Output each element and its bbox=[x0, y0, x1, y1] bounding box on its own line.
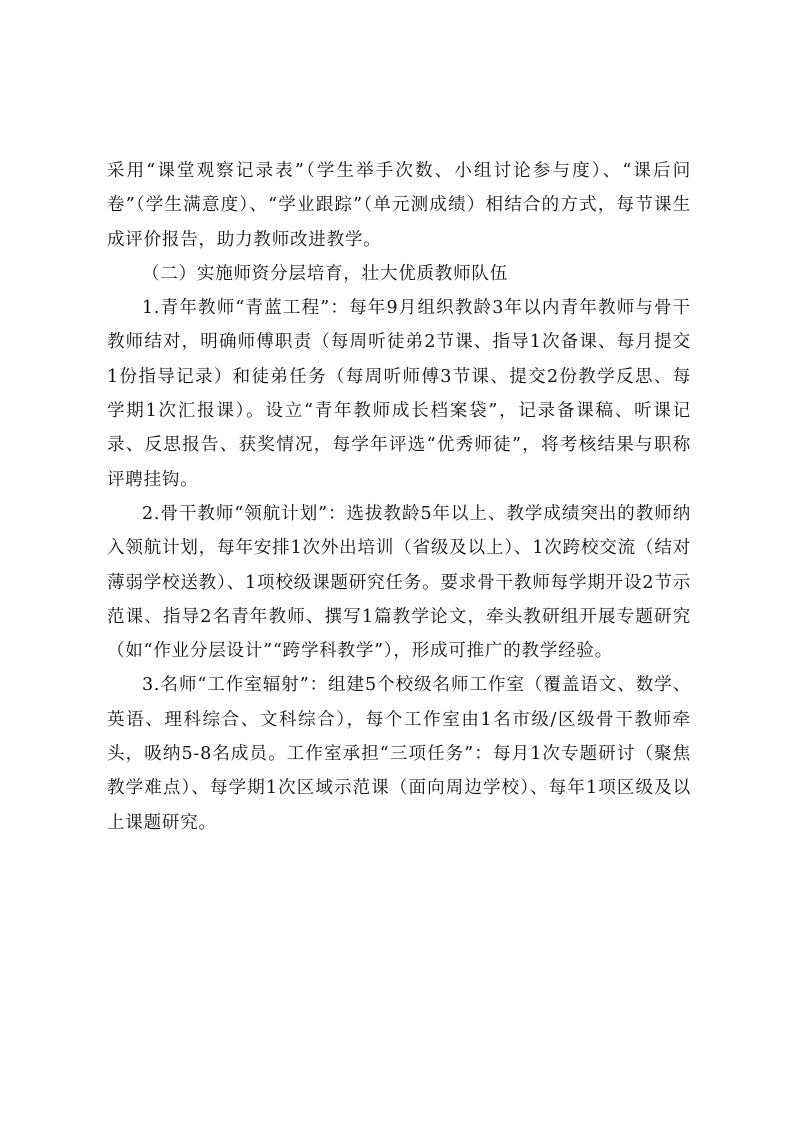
document-body bbox=[107, 154, 691, 840]
paragraph-master-teacher-studio: 3.名师“工作室辐射”：组建5个校级名师工作室（覆盖语文、数学、英语、理科综合、文科综合），每个工作室由1名市级/区级骨干教师牵头，吸纳5-8名成员。工作室承担“三项任务”：每月1次专题研讨（聚焦教学难点）、每学期1次区域示范课（面向周边学校）、每年1项区级及以上课题研究。 bbox=[107, 675, 691, 833]
section-heading-teacher-training: （二）实施师资分层培育，壮大优质教师队伍 bbox=[142, 263, 508, 284]
paragraph-backbone-teacher-program: 2.骨干教师“领航计划”：选拔教龄5年以上、教学成绩突出的教师纳入领航计划，每年安排1次外出培训（省级及以上）、1次跨校交流（结对薄弱学校送教）、1项校级课题研究任务。要求骨干教师每学期开设2节示范课、指导2名青年教师、撰写1篇教学论文，牵头教研组开展专题研究（如“作业分层设计”“跨学科教学”），形成可推广的教学经验。 bbox=[107, 503, 691, 662]
paragraph-evaluation-methods: 采用“课堂观察记录表”（学生举手次数、小组讨论参与度）、“课后问卷”（学生满意度）、“学业跟踪”（单元测成绩）相结合的方式，每节课生成评价报告，助力教师改进教学。 bbox=[107, 161, 691, 250]
paragraph-young-teacher-program: 1.青年教师“青蓝工程”：每年9月组织教龄3年以内青年教师与骨干教师结对，明确师傅职责（每周听徒弟2节课、指导1次备课、每月提交1份指导记录）和徒弟任务（每周听师傅3节课、提交2份教学反思、每学期1次汇报课）。设立“青年教师成长档案袋”，记录备课稿、听课记录、反思报告、获奖情况，每学年评选“优秀师徒”，将考核结果与职称评聘挂钩。 bbox=[107, 298, 691, 490]
